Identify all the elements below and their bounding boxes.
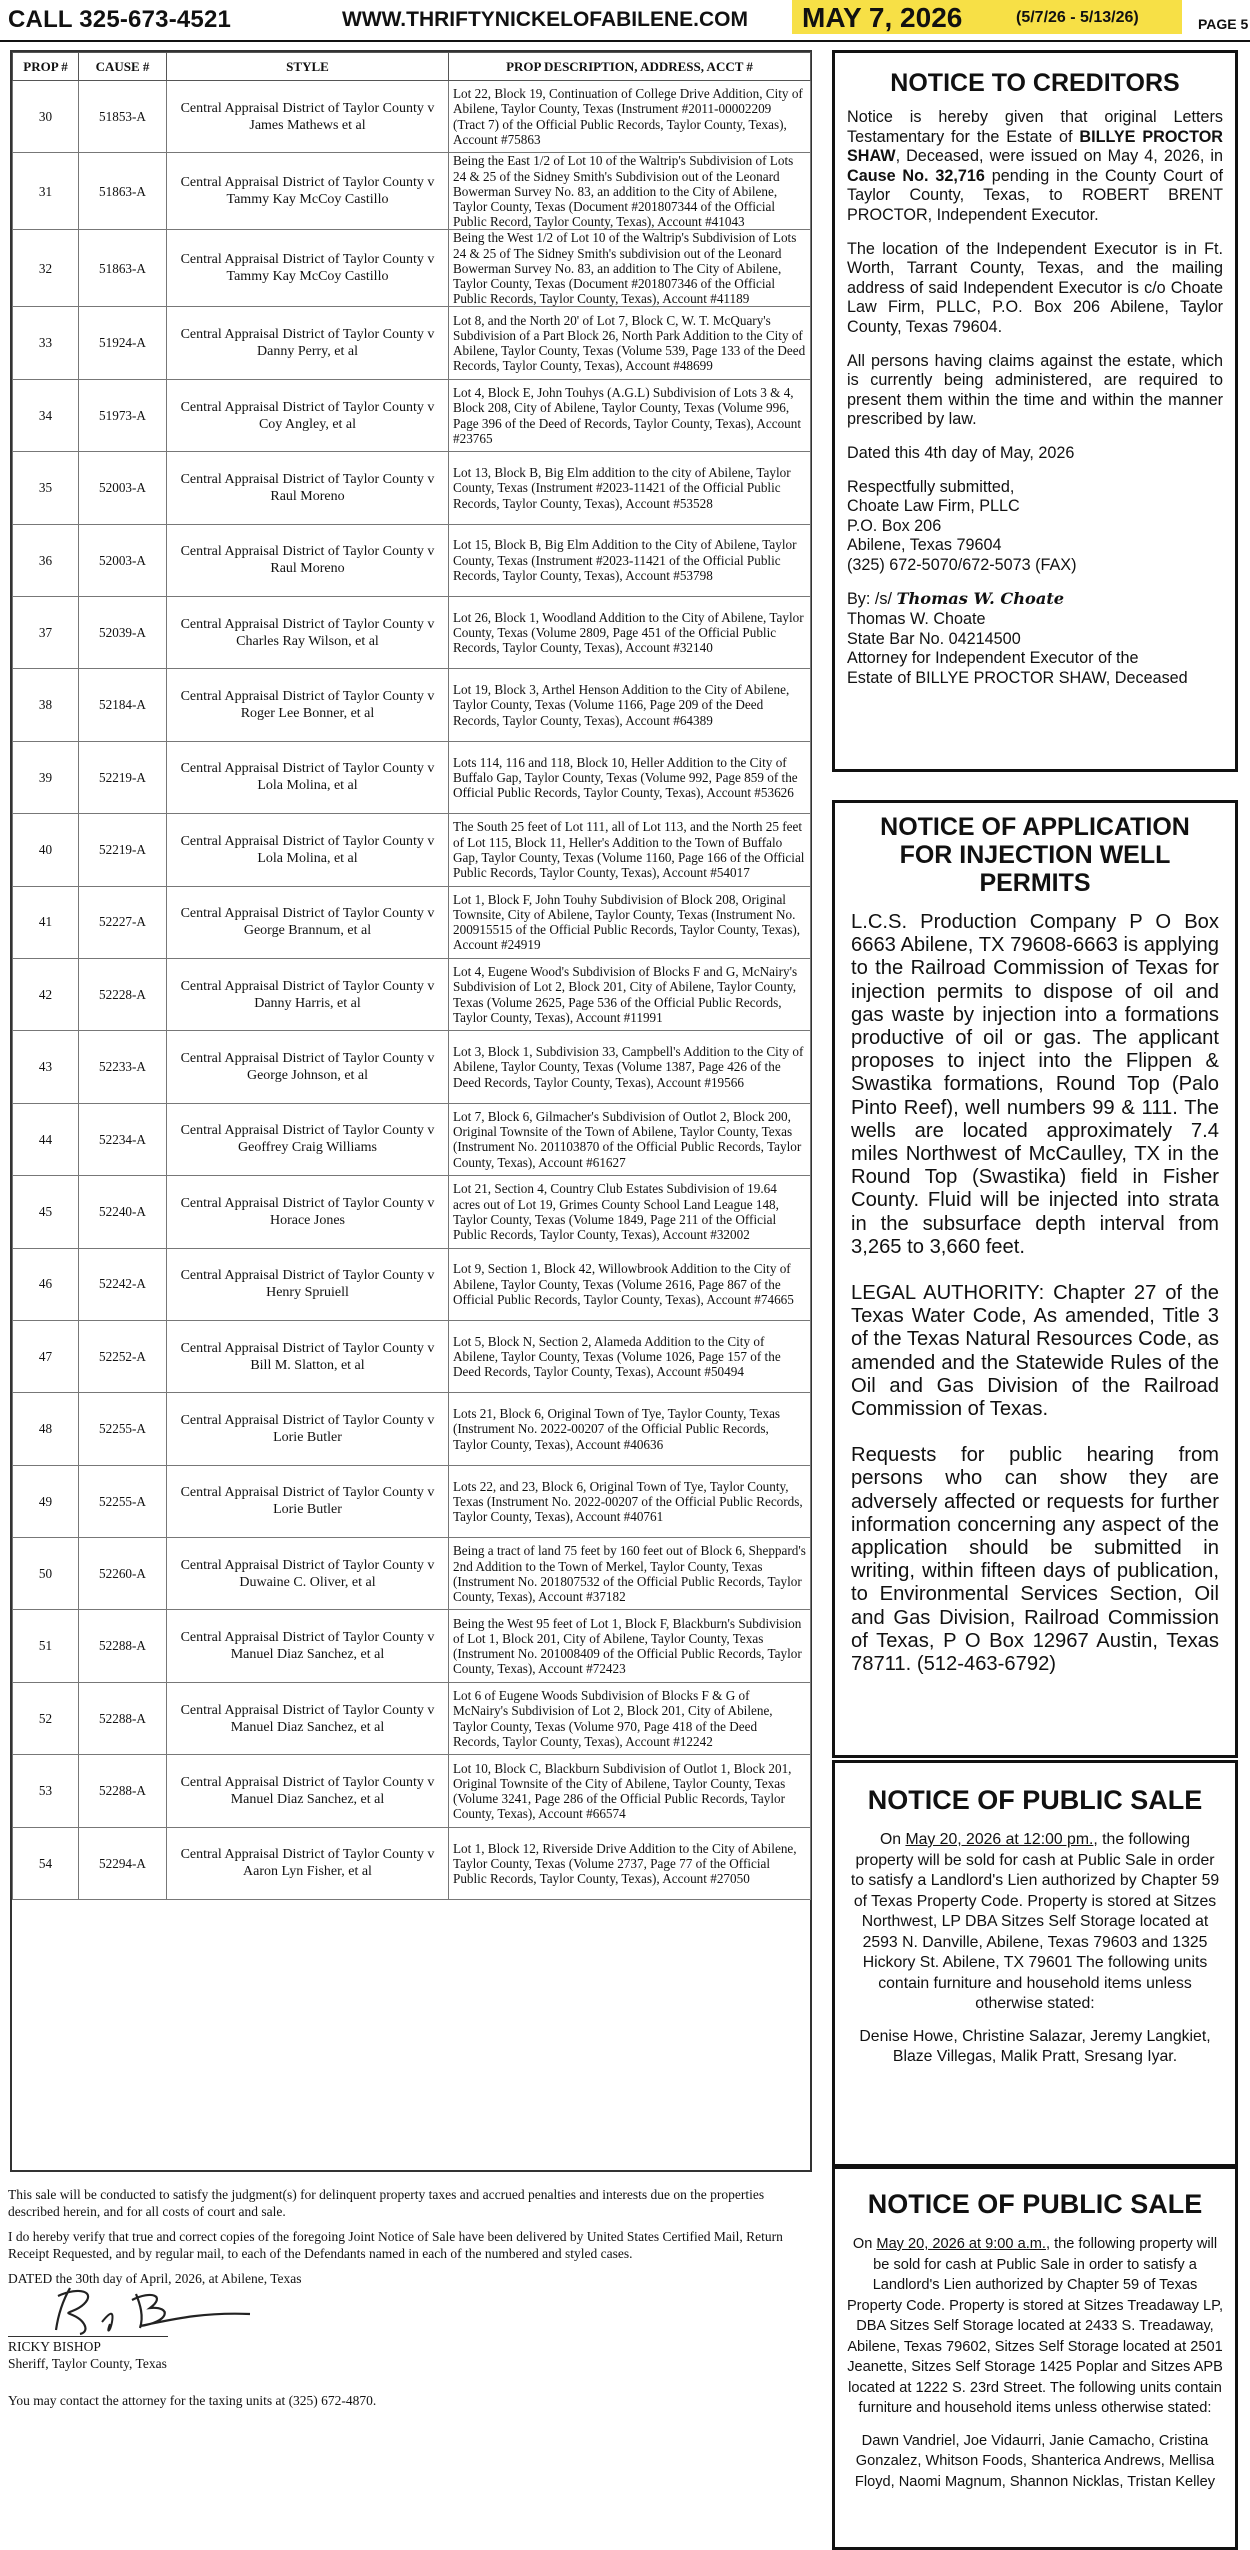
notice-injection-well: [832, 800, 1238, 1758]
sheriff-name: RICKY BISHOP: [8, 2339, 101, 2354]
table-row: [13, 814, 811, 886]
property-description: Lot 7, Block 6, Gilmacher's Subdivision of Outlot 2, Block 200, Original Townsite of the Town of Abilene, Taylor County, Texas (Instrument No. 201103870 of the Official Public Records, Taylor County, Texas), Account #61627: [449, 1103, 811, 1175]
table-row: [13, 1320, 811, 1392]
case-style: Central Appraisal District of Taylor County v George Brannum, et al: [167, 886, 449, 958]
prop-number: 42: [13, 958, 79, 1030]
cause-number: 52184-A: [79, 669, 167, 741]
attorney-role: Attorney for Independent Executor of the: [847, 649, 1139, 668]
property-description: Lot 22, Block 19, Continuation of College Drive Addition, City of Abilene, Taylor County, Texas (Instrument #2011-00002209 (Tract 7) of the Official Public Records, Taylor County, Texas), Account #75863: [449, 81, 811, 153]
property-description: Lot 3, Block 1, Subdivision 33, Campbell's Addition to the City of Abilene, Taylor County, Texas (Volume 1387, Page 426 of the Deed Records, Taylor County, Texas), Account #19566: [449, 1031, 811, 1103]
firm-phone: (325) 672-5070/672-5073 (FAX): [847, 555, 1077, 574]
case-style: Central Appraisal District of Taylor County v Bill M. Slatton, et al: [167, 1320, 449, 1392]
sale2-unit-holders: Dawn Vandriel, Joe Vidaurri, Janie Camacho, Cristina Gonzalez, Whitson Foods, Shanterica Andrews, Mellisa Floyd, Naomi Magnum, Shannon Nicklas, Tristan Kelley: [854, 2432, 1216, 2490]
case-style: Central Appraisal District of Taylor County v Lorie Butler: [167, 1393, 449, 1465]
case-style: Central Appraisal District of Taylor County v Danny Harris, et al: [167, 958, 449, 1030]
case-style: Central Appraisal District of Taylor County v James Mathews et al: [167, 81, 449, 153]
header-phone: CALL 325-673-4521: [8, 6, 232, 33]
attorney-estate: Estate of BILLYE PROCTOR SHAW, Deceased: [847, 668, 1188, 687]
prop-number: 53: [13, 1755, 79, 1827]
cause-number: 52242-A: [79, 1248, 167, 1320]
table-row: [13, 1465, 811, 1537]
certification-text: I do hereby verify that true and correct copies of the foregoing Joint Notice of Sale have been delivered by United States Certified Mail, Return Receipt Requested, and by regular mail, to each of the Defendants named in each of the numbered and styled cases.: [8, 2229, 783, 2261]
property-description: Being a tract of land 75 feet by 160 feet out of Block 6, Sheppard's 2nd Addition to the Town of Merkel, Taylor County, Texas (Instrument No. 201807532 of the Official Public Records, Taylor County, Texas), Account #37182: [449, 1538, 811, 1610]
notice-to-creditors: [832, 50, 1238, 772]
header-date-range: (5/7/26 - 5/13/26): [1016, 9, 1139, 26]
cause-number: 52288-A: [79, 1755, 167, 1827]
sale-conditions-text: This sale will be conducted to satisfy the judgment(s) for delinquent property taxes and accrued penalties and interests due on the properties described herein, and for all costs of court and sale.: [8, 2187, 765, 2219]
cause-number: 52039-A: [79, 596, 167, 668]
property-description: Lot 4, Block E, John Touhys (A.G.L) Subdivision of Lots 3 & 4, Block 208, City of Abilene, Taylor County, Texas (Volume 996, Page 396 of the Deed of Records, Taylor County, Texas), Account #23765: [449, 379, 811, 451]
case-style: Central Appraisal District of Taylor County v Charles Ray Wilson, et al: [167, 596, 449, 668]
prop-number: 50: [13, 1538, 79, 1610]
case-style: Central Appraisal District of Taylor County v George Johnson, et al: [167, 1031, 449, 1103]
cause-number: 51863-A: [79, 153, 167, 230]
attorney-bar: State Bar No. 04214500: [847, 629, 1021, 648]
case-style: Central Appraisal District of Taylor County v Lola Molina, et al: [167, 741, 449, 813]
table-header-row: [13, 53, 811, 81]
cause-number: 52219-A: [79, 741, 167, 813]
prop-number: 38: [13, 669, 79, 741]
table-row: [13, 1610, 811, 1682]
by-line: By: /s/ Thomas W. Choate: [847, 589, 1065, 609]
case-style: Central Appraisal District of Taylor County v Coy Angley, et al: [167, 379, 449, 451]
column-header-style: STYLE: [167, 53, 449, 81]
cause-number: 52228-A: [79, 958, 167, 1030]
table-row: [13, 1103, 811, 1175]
cause-number: 52003-A: [79, 452, 167, 524]
property-description: Lots 114, 116 and 118, Block 10, Heller Addition to the City of Buffalo Gap, Taylor County, Texas (Volume 992, Page 859 of the Official Public Records, Taylor County, Texas), Account #53626: [449, 741, 811, 813]
creditors-paragraph-3: All persons having claims against the estate, which is currently being administered, are required to present them within the time and within the manner prescribed by law.: [847, 351, 1223, 429]
prop-number: 32: [13, 230, 79, 307]
cause-number: 52255-A: [79, 1465, 167, 1537]
creditors-paragraph-1: Notice is hereby given that original Letters Testamentary for the Estate of BILLYE PROCTOR SHAW, Deceased, were issued on May 4, 2026, in Cause No. 32,716 pending in the County Court of Taylor County, Texas, to ROBERT BRENT PROCTOR, Independent Executor.: [847, 108, 1223, 224]
case-style: Central Appraisal District of Taylor County v Duwaine C. Oliver, et al: [167, 1538, 449, 1610]
sale1-unit-holders: Denise Howe, Christine Salazar, Jeremy Langkiet, Blaze Villegas, Malik Pratt, Sresang Iyar.: [859, 2027, 1211, 2065]
prop-number: 33: [13, 307, 79, 379]
prop-number: 40: [13, 814, 79, 886]
property-description: Lot 1, Block 12, Riverside Drive Addition to the City of Abilene, Taylor County, Texas (Volume 2737, Page 77 of the Official Public Records, Taylor County, Texas), Account #27050: [449, 1827, 811, 1899]
property-description: Lot 9, Section 1, Block 42, Willowbrook Addition to the City of Abilene, Taylor County, Texas (Volume 2616, Page 867 of the Official Public Records, Taylor County, Texas), Account #74665: [449, 1248, 811, 1320]
table-row: [13, 1031, 811, 1103]
creditors-dated: Dated this 4th day of May, 2026: [847, 443, 1075, 462]
cause-number: 51863-A: [79, 230, 167, 307]
cause-number: 52255-A: [79, 1393, 167, 1465]
cause-number: 51853-A: [79, 81, 167, 153]
prop-number: 46: [13, 1248, 79, 1320]
table-row: [13, 596, 811, 668]
table-row: [13, 1827, 811, 1899]
property-description: Lot 19, Block 3, Arthel Henson Addition to the City of Abilene, Taylor County, Texas (Volume 1166, Page 209 of the Deed Records, Taylor County, Texas), Account #64389: [449, 669, 811, 741]
column-header-prop: PROP #: [13, 53, 79, 81]
header-divider: [0, 40, 1250, 42]
cause-number: 52260-A: [79, 1538, 167, 1610]
prop-number: 43: [13, 1031, 79, 1103]
header-date-box: [792, 0, 1182, 34]
property-description: Being the West 1/2 of Lot 10 of the Waltrip's Subdivision of Lots 24 & 25 of The Sidney Smith's subdivision out of the Leonard Bowerman Survey No. 83, an addition to The City of Abilene, Taylor County, Texas (Document #201807346 of the Official Public Records, Taylor County, Texas), Account #41189: [449, 230, 811, 307]
table-row: [13, 1176, 811, 1248]
table-row: [13, 1682, 811, 1754]
header-page-number: PAGE 5: [1198, 16, 1249, 32]
table-row: [13, 1393, 811, 1465]
case-style: Central Appraisal District of Taylor County v Lola Molina, et al: [167, 814, 449, 886]
notice-public-sale-treadaway: [832, 2164, 1238, 2550]
table-row: [13, 669, 811, 741]
cause-number: 52227-A: [79, 886, 167, 958]
cause-number: 51973-A: [79, 379, 167, 451]
property-description: Being the East 1/2 of Lot 10 of the Waltrip's Subdivision of Lots 24 & 25 of the Sidney Smith's Subdivision out of the Leonard Bowerman Survey No. 83, an addition to the City of Abilene, Taylor County, Texas (Document #201807344 of the Official Public Record, Taylor County, Texas), Account #41043: [449, 153, 811, 230]
prop-number: 52: [13, 1682, 79, 1754]
cause-number: 52003-A: [79, 524, 167, 596]
prop-number: 36: [13, 524, 79, 596]
injection-paragraph-3: Requests for public hearing from persons who can show they are adversely affected or requests for further information concerning any aspect of the application should be submitted in writing, within fifteen days of publication, to Environmental Services Section, Oil and Gas Division, Railroad Commission of Texas, P O Box 12967 Austin, Texas 78711. (512-463-6792): [851, 1444, 1219, 1676]
firm-city: Abilene, Texas 79604: [847, 536, 1002, 555]
signature-line: [8, 2336, 168, 2337]
cause-number: 52233-A: [79, 1031, 167, 1103]
creditors-signature-block: [847, 589, 1223, 688]
cause-number: 52294-A: [79, 1827, 167, 1899]
property-description: Lot 1, Block F, John Touhy Subdivision of Block 208, Original Townsite, City of Abilene, Taylor County, Texas (Instrument No. 200915515 of the Official Public Records, Taylor County, Texas), Account #24919: [449, 886, 811, 958]
injection-title-2: FOR INJECTION WELL PERMITS: [899, 841, 1171, 897]
submitted-line: Respectfully submitted,: [847, 477, 1015, 496]
property-description: Lots 22, and 23, Block 6, Original Town of Tye, Taylor County, Texas (Instrument No. 2022-00207 of the Official Public Records, Taylor County, Texas), Account #40761: [449, 1465, 811, 1537]
case-style: Central Appraisal District of Taylor County v Raul Moreno: [167, 452, 449, 524]
prop-number: 51: [13, 1610, 79, 1682]
table-row: [13, 81, 811, 153]
sale1-title: NOTICE OF PUBLIC SALE: [867, 1785, 1203, 1815]
sale2-paragraph: On May 20, 2026 at 9:00 a.m., the following property will be sold for cash at Public Sale in order to satisfy a Landlord's Lien authorized by Chapter 59 of Texas Property Code. Property is stored at Sitzes Treadaway LP, DBA Sitzes Self Storage located at 2433 S. Treadaway, Abilene, Texas 79602, Sitzes Self Storage located at 2501 Jeanette, Sitzes Self Storage 1425 Poplar and Sitzes APB located at 1222 S. 23rd Street. The following units contain furniture and household items unless otherwise stated:: [846, 2236, 1224, 2416]
prop-number: 35: [13, 452, 79, 524]
tax-sale-table: [12, 52, 811, 1900]
attorney-name: Thomas W. Choate: [847, 610, 986, 629]
table-row: [13, 1755, 811, 1827]
injection-paragraph-2: LEGAL AUTHORITY: Chapter 27 of the Texas Water Code, As amended, Title 3 of the Texas Natural Resources Code, as amended and the Statewide Rules of the Oil and Gas Division of the Railroad Commission of Texas.: [851, 1282, 1219, 1421]
table-row: [13, 524, 811, 596]
prop-number: 31: [13, 153, 79, 230]
property-description: Lot 4, Eugene Wood's Subdivision of Blocks F and G, McNairy's Subdivision of Lot 2, Block 201, City of Abilene, Taylor County, Texas (Volume 2625, Page 536 of the Official Public Records, Taylor County, Texas), Account #11991: [449, 958, 811, 1030]
prop-number: 47: [13, 1320, 79, 1392]
property-description: Lot 26, Block 1, Woodland Addition to the City of Abilene, Taylor County, Texas (Volume 2809, Page 451 of the Official Public Records, Taylor County, Texas), Account #32140: [449, 596, 811, 668]
table-row: [13, 1538, 811, 1610]
prop-number: 54: [13, 1827, 79, 1899]
table-row: [13, 958, 811, 1030]
creditors-submitted-block: [847, 478, 1223, 576]
prop-number: 44: [13, 1103, 79, 1175]
dated-line: DATED the 30th day of April, 2026, at Abilene, Texas: [8, 2271, 302, 2286]
cause-number: 52288-A: [79, 1610, 167, 1682]
case-style: Central Appraisal District of Taylor County v Aaron Lyn Fisher, et al: [167, 1827, 449, 1899]
table-row: [13, 1248, 811, 1320]
property-description: Lots 21, Block 6, Original Town of Tye, Taylor County, Texas (Instrument No. 2022-00207 of the Official Public Records, Taylor County, Texas), Account #40636: [449, 1393, 811, 1465]
firm-box: P.O. Box 206: [847, 516, 942, 535]
firm-name: Choate Law Firm, PLLC: [847, 497, 1020, 516]
case-style: Central Appraisal District of Taylor County v Manuel Diaz Sanchez, et al: [167, 1682, 449, 1754]
cause-number: 52288-A: [79, 1682, 167, 1754]
sheriff-title: Sheriff, Taylor County, Texas: [8, 2356, 167, 2371]
table-row: [13, 153, 811, 230]
sale2-title: NOTICE OF PUBLIC SALE: [867, 2189, 1203, 2219]
prop-number: 49: [13, 1465, 79, 1537]
prop-number: 30: [13, 81, 79, 153]
case-style: Central Appraisal District of Taylor County v Horace Jones: [167, 1176, 449, 1248]
table-row: [13, 886, 811, 958]
cause-number: 52234-A: [79, 1103, 167, 1175]
case-style: Central Appraisal District of Taylor County v Roger Lee Bonner, et al: [167, 669, 449, 741]
prop-number: 34: [13, 379, 79, 451]
property-description: Lot 6 of Eugene Woods Subdivision of Blocks F & G of McNairy's Subdivision of Lot 2, Block 201, City of Abilene, Taylor County, Texas (Volume 970, Page 418 of the Deed Records, Taylor County, Texas), Account #12242: [449, 1682, 811, 1754]
sale1-paragraph: On May 20, 2026 at 12:00 pm., the following property will be sold for cash at Public Sale in order to satisfy a Landlord's Lien authorized by Chapter 59 of Texas Property Code. Property is stored at Sitzes Northwest, LP DBA Sitzes Self Storage located at 2593 N. Danville, Abilene, Texas 79603 and 1325 Hickory St. Abilene, TX 79601 The following units contain furniture and household items unless otherwise stated:: [850, 1831, 1220, 2012]
header-date: MAY 7, 2026: [802, 2, 963, 33]
cause-number: 52240-A: [79, 1176, 167, 1248]
case-style: Central Appraisal District of Taylor County v Geoffrey Craig Williams: [167, 1103, 449, 1175]
cause-number: 51924-A: [79, 307, 167, 379]
tax-sale-table-frame: [10, 50, 812, 2172]
property-description: Lot 10, Block C, Blackburn Subdivision of Outlot 1, Block 201, Original Townsite of the City of Abilene, Taylor County, Texas (Volume 3241, Page 286 of the Official Public Records, Taylor County, Texas), Account #66574: [449, 1755, 811, 1827]
table-row: [13, 307, 811, 379]
table-row: [13, 379, 811, 451]
case-style: Central Appraisal District of Taylor County v Raul Moreno: [167, 524, 449, 596]
property-description: Lot 15, Block B, Big Elm Addition to the City of Abilene, Taylor County, Texas (Instrument #2023-11421 of the Official Public Records, Taylor County, Texas), Account #53798: [449, 524, 811, 596]
page-header: [0, 0, 1250, 42]
attorney-contact: You may contact the attorney for the taxing units at (325) 672-4870.: [8, 2393, 377, 2408]
attorney-signature: Thomas W. Choate: [896, 589, 1065, 609]
property-description: Lot 8, and the North 20' of Lot 7, Block C, W. T. McQuary's Subdivision of a Part Block 26, North Park Addition to the City of Abilene, Taylor County, Texas (Volume 539, Page 133 of the Deed Records, Taylor County, Texas), Account #48699: [449, 307, 811, 379]
property-description: Being the West 95 feet of Lot 1, Block F, Blackburn's Subdivision of Lot 1, Block 201, City of Abilene, Taylor County, Texas (Instrument No. 201008409 of the Official Public Records, Taylor County, Texas), Account #72423: [449, 1610, 811, 1682]
table-row: [13, 452, 811, 524]
property-description: Lot 21, Section 4, Country Club Estates Subdivision of 19.64 acres out of Lot 19, Grimes County School Land League 148, Taylor County, Texas (Volume 1849, Page 211 of the Official Public Records, Taylor County, Texas), Account #32002: [449, 1176, 811, 1248]
column-header-cause: CAUSE #: [79, 53, 167, 81]
case-style: Central Appraisal District of Taylor County v Danny Perry, et al: [167, 307, 449, 379]
property-description: Lot 5, Block N, Section 2, Alameda Addition to the City of Abilene, Taylor County, Texas (Volume 1026, Page 157 of the Deed Records, Taylor County, Texas), Account #50494: [449, 1320, 811, 1392]
property-description: The South 25 feet of Lot 111, all of Lot 113, and the North 25 feet of Lot 115, Block 11, Heller's Addition to the Town of Buffalo Gap, Taylor County, Texas (Volume 1160, Page 166 of the Official Public Records, Taylor County, Texas), Account #54017: [449, 814, 811, 886]
creditors-paragraph-2: The location of the Independent Executor is in Ft. Worth, Tarrant County, Texas, and the mailing address of said Independent Executor is c/o Choate Law Firm, PLLC, P.O. Box 206 Abilene, Taylor County, Texas 79604.: [847, 239, 1223, 336]
prop-number: 37: [13, 596, 79, 668]
prop-number: 45: [13, 1176, 79, 1248]
case-style: Central Appraisal District of Taylor County v Manuel Diaz Sanchez, et al: [167, 1610, 449, 1682]
case-style: Central Appraisal District of Taylor County v Manuel Diaz Sanchez, et al: [167, 1755, 449, 1827]
sheriff-signature: [40, 2282, 270, 2342]
cause-number: 52252-A: [79, 1320, 167, 1392]
injection-title-1: NOTICE OF APPLICATION: [880, 813, 1190, 841]
prop-number: 41: [13, 886, 79, 958]
column-header-description: PROP DESCRIPTION, ADDRESS, ACCT #: [449, 53, 811, 81]
case-style: Central Appraisal District of Taylor County v Tammy Kay McCoy Castillo: [167, 153, 449, 230]
header-website: WWW.THRIFTYNICKELOFABILENE.COM: [342, 8, 748, 31]
cause-number: 52219-A: [79, 814, 167, 886]
prop-number: 48: [13, 1393, 79, 1465]
injection-paragraph-1: L.C.S. Production Company P O Box 6663 Abilene, TX 79608-6663 is applying to the Railroad Commission of Texas for injection permits to dispose of oil and gas waste by injection into a formations productive of oil or gas. The applicant proposes to inject into the Flippen & Swastika formations, Round Top (Palo Pinto Reef), well numbers 99 & 111. The wells are located approximately 7.4 miles Northwest of McCaulley, TX in the Round Top (Swastika) field in Fisher County. Fluid will be injected into strata in the subsurface depth interval from 3,265 to 3,660 feet.: [851, 911, 1219, 1258]
property-description: Lot 13, Block B, Big Elm addition to the city of Abilene, Taylor County, Texas (Instrument #2023-11421 of the Official Public Records, Taylor County, Texas), Account #53528: [449, 452, 811, 524]
table-row: [13, 741, 811, 813]
table-row: [13, 230, 811, 307]
creditors-title: NOTICE TO CREDITORS: [890, 69, 1180, 97]
prop-number: 39: [13, 741, 79, 813]
notice-public-sale-northwest: [832, 1760, 1238, 2169]
case-style: Central Appraisal District of Taylor County v Lorie Butler: [167, 1465, 449, 1537]
case-style: Central Appraisal District of Taylor County v Henry Spruiell: [167, 1248, 449, 1320]
case-style: Central Appraisal District of Taylor County v Tammy Kay McCoy Castillo: [167, 230, 449, 307]
